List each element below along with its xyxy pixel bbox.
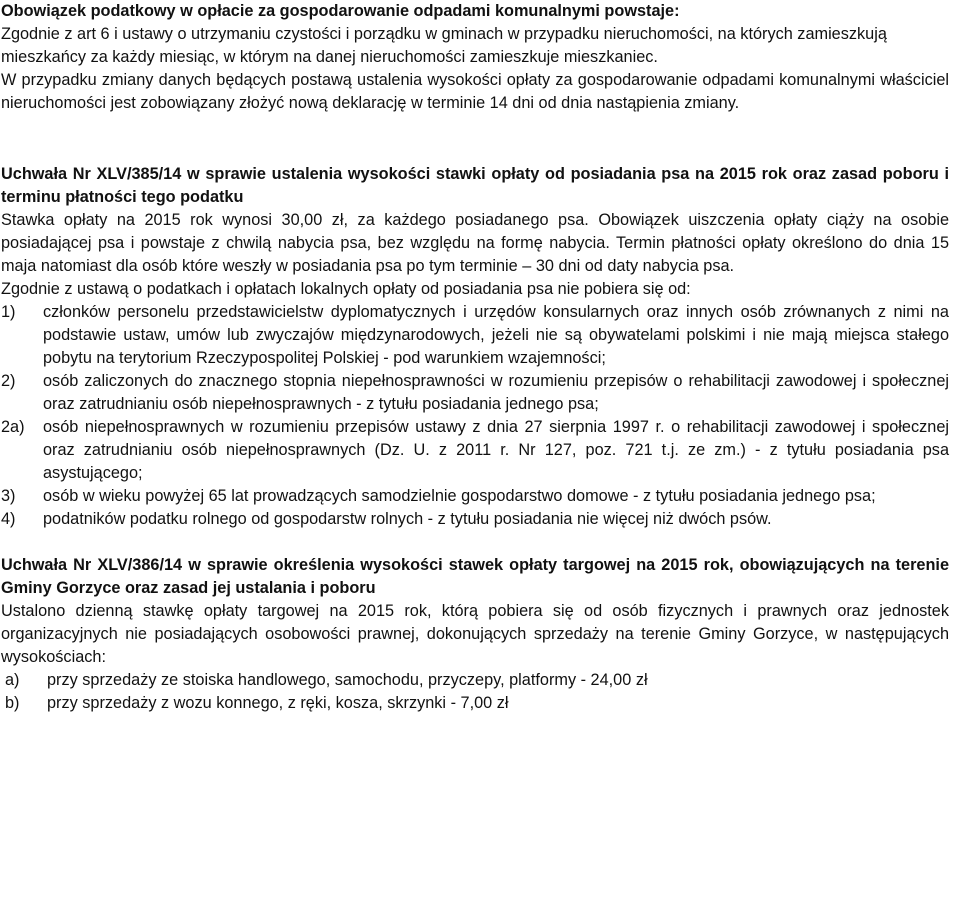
list-item	[1, 485, 949, 508]
list-item-number: 1)	[1, 303, 16, 321]
section-market-fee	[1, 554, 949, 715]
list-item-number: 4)	[1, 510, 16, 528]
list-item	[1, 301, 949, 370]
list-item-text: osób zaliczonych do znacznego stopnia niepełnosprawności w rozumieniu przepisów o rehabilitacji zawodowej i społecznej oraz zatrudnianiu osób niepełnosprawnych - z tytułu posiadania jednego psa;	[43, 372, 949, 413]
section-waste-fee-para2: W przypadku zmiany danych będących postawą ustalenia wysokości opłaty za gospodarowanie odpadami komunalnymi właściciel nieruchomości jest zobowiązany złożyć nową deklarację w terminie 14 dni od dnia nastąpienia zmiany.	[1, 71, 949, 112]
exemptions-list	[1, 301, 949, 531]
list-item-text: osób w wieku powyżej 65 lat prowadzących samodzielnie gospodarstwo domowe - z tytułu posiadania jednego psa;	[43, 487, 876, 505]
section-market-fee-para1: Ustalono dzienną stawkę opłaty targowej na 2015 rok, którą pobiera się od osób fizycznych i prawnych oraz jednostek organizacyjnych nie posiadających osobowości prawnej, dokonujących sprzedaży na terenie Gminy Gorzyce, w następujących wysokościach:	[1, 602, 949, 666]
list-item	[1, 692, 949, 715]
list-item-text: osób niepełnosprawnych w rozumieniu przepisów ustawy z dnia 27 sierpnia 1997 r. o rehabilitacji zawodowej i społecznej oraz zatrudnianiu osób niepełnosprawnych (Dz. U. z 2011 r. Nr 127, poz. 721 t.j. ze zm.) - z tytułu posiadania psa asystującego;	[43, 418, 949, 482]
market-rates-list	[1, 669, 949, 715]
section-dog-fee-intro: Zgodnie z ustawą o podatkach i opłatach lokalnych opłaty od posiadania psa nie pobiera się od:	[1, 280, 691, 298]
list-item	[1, 370, 949, 416]
list-item-text: członków personelu przedstawicielstw dyplomatycznych i urzędów konsularnych oraz innych osób zrównanych z nimi na podstawie ustaw, umów lub zwyczajów międzynarodowych, jeżeli nie są obywatelami polskimi i nie mają miejsca stałego pobytu na terytorium Rzeczypospolitej Polskiej - pod warunkiem wzajemności;	[43, 303, 949, 367]
section-waste-fee	[1, 0, 949, 115]
section-market-fee-heading: Uchwała Nr XLV/386/14 w sprawie określenia wysokości stawek opłaty targowej na 2015 rok, obowiązujących na terenie Gminy Gorzyce oraz zasad jej ustalania i poboru	[1, 556, 949, 597]
list-item-text: podatników podatku rolnego od gospodarstw rolnych - z tytułu posiadania nie więcej niż dwóch psów.	[43, 510, 772, 528]
list-item-number: a)	[5, 671, 20, 689]
section-waste-fee-title: Obowiązek podatkowy w opłacie za gospodarowanie odpadami komunalnymi powstaje:	[1, 2, 680, 20]
section-dog-fee-heading: Uchwała Nr XLV/385/14 w sprawie ustalenia wysokości stawki opłaty od posiadania psa na 2015 rok oraz zasad poboru i terminu płatności tego podatku	[1, 165, 949, 206]
list-item-text: przy sprzedaży z wozu konnego, z ręki, kosza, skrzynki - 7,00 zł	[47, 694, 509, 712]
list-item-number: 3)	[1, 487, 16, 505]
list-item	[1, 416, 949, 485]
section-dog-fee	[1, 163, 949, 531]
section-dog-fee-para1: Stawka opłaty na 2015 rok wynosi 30,00 zł, za każdego posiadanego psa. Obowiązek uiszczenia opłaty ciąży na osobie posiadającej psa i powstaje z chwilą nabycia psa, bez względu na formę nabycia. Termin płatności opłaty określono do dnia 15 maja natomiast dla osób które weszły w posiadania psa po tym terminie – 30 dni od daty nabycia psa.	[1, 211, 949, 275]
list-item-number: 2a)	[1, 418, 25, 436]
list-item-number: b)	[5, 694, 20, 712]
section-waste-fee-para1: Zgodnie z art 6 i ustawy o utrzymaniu czystości i porządku w gminach w przypadku nieruchomości, na których zamieszkują mieszkańcy za każdy miesiąc, w którym na danej nieruchomości zamieszkuje mieszkaniec.	[1, 25, 887, 66]
list-item-number: 2)	[1, 372, 16, 390]
list-item	[1, 508, 949, 531]
list-item	[1, 669, 949, 692]
list-item-text: przy sprzedaży ze stoiska handlowego, samochodu, przyczepy, platformy - 24,00 zł	[47, 671, 648, 689]
